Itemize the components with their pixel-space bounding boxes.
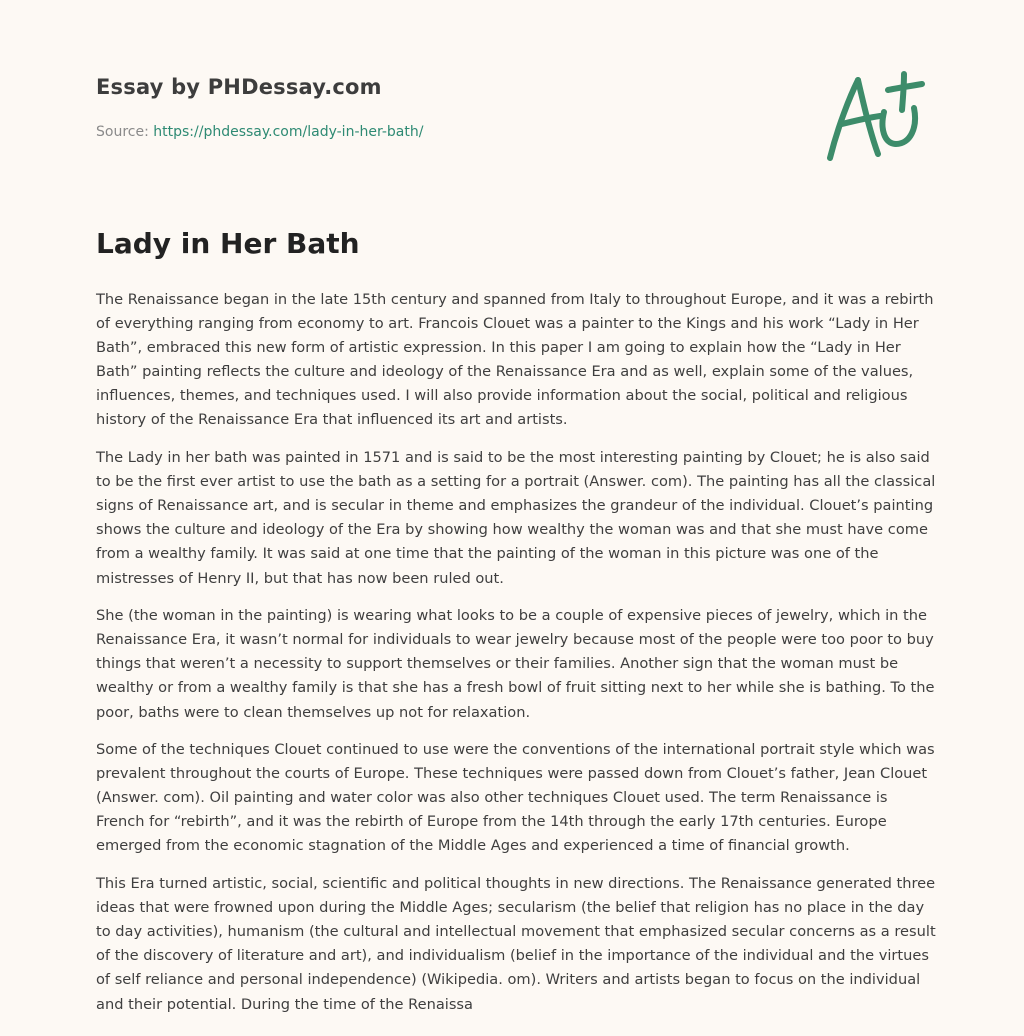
source-link[interactable]: https://phdessay.com/lady-in-her-bath/ xyxy=(153,124,424,140)
essay-paragraph: The Lady in her bath was painted in 1571 and is said to be the most interesting painting by Clouet; he is also said to be the first ever artist to use the bath as a setting for a portrait (Answer. com). The painting has all the classical signs of Renaissance art, and is secular in theme and emphasizes the grandeur of the individual. Clouet’s painting shows the culture and ideology of the Era by showing how wealthy the woman was and that she must have come from a wealthy family. It was said at one time that the painting of the woman in this picture was one of the mistresses of Henry II, but that has now been ruled out. xyxy=(96,449,936,587)
page-header xyxy=(96,72,696,142)
a-plus-grade-icon xyxy=(820,66,930,166)
source-line xyxy=(96,122,696,142)
essay-title: Lady in Her Bath xyxy=(96,227,360,260)
essay-paragraph: This Era turned artistic, social, scientific and political thoughts in new directions. The Renaissance generated three ideas that were frowned upon during the Middle Ages; secularism (the belief that religion has no place in the day to day activities), humanism (the cultural and intellectual movement that emphasized secular concerns as a result of the discovery of literature and art), and individualism (belief in the importance of the individual and the virtues of self reliance and personal independence) (Wikipedia. om). Writers and artists began to focus on the individual and their potential. During the time of the Renaissa xyxy=(96,875,936,1013)
source-label: Source: xyxy=(96,124,149,140)
essay-paragraph: The Renaissance began in the late 15th century and spanned from Italy to throughout Europe, and it was a rebirth of everything ranging from economy to art. Francois Clouet was a painter to the Kings and his work “Lady in Her Bath”, embraced this new form of artistic expression. In this paper I am going to explain how the “Lady in Her Bath” painting reflects the culture and ideology of the Renaissance Era and as well, explain some of the values, influences, themes, and techniques used. I will also provide information about the social, political and religious history of the Renaissance Era that influenced its art and artists. xyxy=(96,291,934,429)
site-title: Essay by PHDessay.com xyxy=(96,75,382,99)
essay-paragraph: Some of the techniques Clouet continued to use were the conventions of the international portrait style which was prevalent throughout the courts of Europe. These techniques were passed down from Clouet’s father, Jean Clouet (Answer. com). Oil painting and water color was also other techniques Clouet used. The term Renaissance is French for “rebirth”, and it was the rebirth of Europe from the 14th through the early 17th centuries. Europe emerged from the economic stagnation of the Middle Ages and experienced a time of financial growth. xyxy=(96,741,935,855)
essay-article xyxy=(96,224,936,1030)
essay-paragraph: She (the woman in the painting) is wearing what looks to be a couple of expensive pieces of jewelry, which in the Renaissance Era, it wasn’t normal for individuals to wear jewelry because most of the people were too poor to buy things that weren’t a necessity to support themselves or their families. Another sign that the woman must be wealthy or from a wealthy family is that she has a fresh bowl of fruit sitting next to her while she is bathing. To the poor, baths were to clean themselves up not for relaxation. xyxy=(96,607,935,721)
